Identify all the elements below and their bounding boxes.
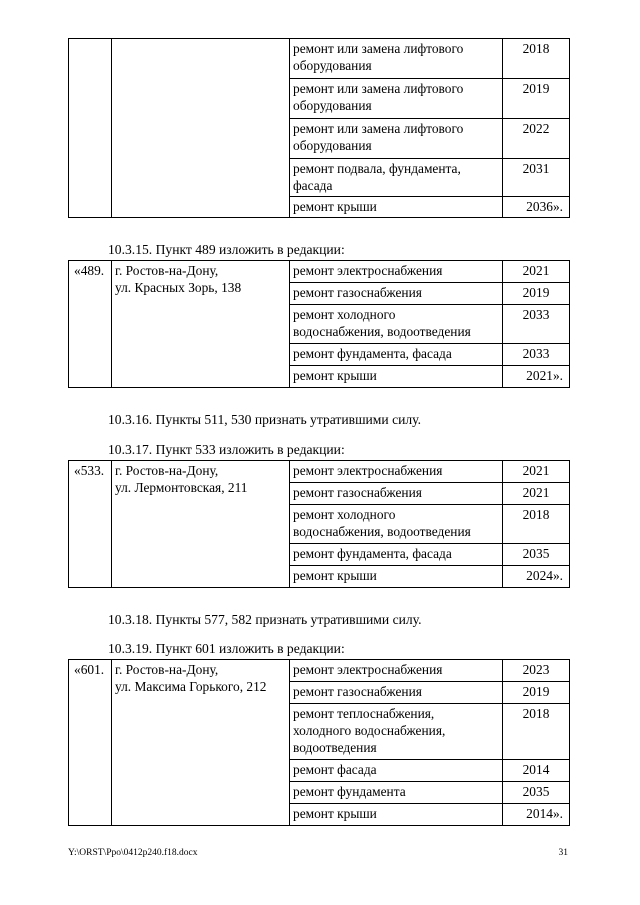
year-cell: 2021 [503,483,570,505]
work-type-cell [290,544,503,566]
paragraph-10-3-19: 10.3.19. Пункт 601 изложить в редакции: [108,641,345,656]
item-number-cell: «533. [69,461,112,588]
address-line: ул. Лермонтовская, 211 [115,480,248,495]
year-cell: 2024». [503,566,570,588]
work-type-cell [290,305,503,344]
work-line: ремонт фундамента [293,784,406,799]
work-line: ремонт крыши [293,368,377,383]
work-line: ремонт или замена лифтового [293,41,464,56]
work-line: ремонт газоснабжения [293,485,422,500]
year-cell: 2035 [503,782,570,804]
work-type-cell [290,39,503,79]
year-cell: 2018 [503,704,570,760]
year-cell: 2021 [503,261,570,283]
work-line: ремонт подвала, фундамента, [293,161,461,176]
work-type-cell [290,366,503,388]
work-type-cell [290,760,503,782]
work-line: оборудования [293,98,372,113]
year-cell: 2019 [503,283,570,305]
address-line: г. Ростов-на-Дону, [115,463,219,478]
table-row [69,261,570,283]
year-cell: 2033 [503,344,570,366]
work-line: ремонт фундамента, фасада [293,346,452,361]
year-cell: 2019 [503,682,570,704]
table-row [69,39,570,79]
work-line: ремонт или замена лифтового [293,81,464,96]
work-line: ремонт электроснабжения [293,263,443,278]
item-number-cell: «489. [69,261,112,388]
table-row [69,461,570,483]
work-type-cell [290,566,503,588]
register-table-533 [68,460,570,588]
work-line: ремонт фасада [293,762,377,777]
address-cell [112,261,290,388]
work-line: оборудования [293,58,372,73]
address-line: г. Ростов-на-Дону, [115,263,219,278]
work-type-cell [290,804,503,826]
year-cell: 2014». [503,804,570,826]
address-line: г. Ростов-на-Дону, [115,662,219,677]
work-line: ремонт фундамента, фасада [293,546,452,561]
work-line: водоотведения [293,740,377,755]
address-line: ул. Максима Горького, 212 [115,679,267,694]
paragraph-10-3-18: 10.3.18. Пункты 577, 582 признать утратившими силу. [108,612,422,627]
work-line: ремонт холодного [293,307,396,322]
year-cell: 2036». [503,197,570,218]
work-type-cell [290,344,503,366]
footer-file-path: Y:\ORST\Ppo\0412p240.f18.docx [68,848,198,858]
address-cell [112,461,290,588]
address-line: ул. Красных Зорь, 138 [115,280,242,295]
work-type-cell [290,660,503,682]
year-cell: 2014 [503,760,570,782]
year-cell: 2023 [503,660,570,682]
work-type-cell [290,159,503,197]
year-cell: 2035 [503,544,570,566]
year-cell: 2019 [503,79,570,119]
work-line: водоснабжения, водоотведения [293,324,471,339]
work-line: ремонт электроснабжения [293,463,443,478]
work-type-cell [290,119,503,159]
address-cell [112,39,290,218]
work-type-cell [290,197,503,218]
paragraph-10-3-16: 10.3.16. Пункты 511, 530 признать утратившими силу. [108,412,422,427]
work-line: ремонт холодного [293,507,396,522]
work-type-cell [290,283,503,305]
year-cell: 2022 [503,119,570,159]
work-line: водоснабжения, водоотведения [293,524,471,539]
work-line: ремонт крыши [293,199,377,214]
work-line: ремонт газоснабжения [293,285,422,300]
paragraph-10-3-17: 10.3.17. Пункт 533 изложить в редакции: [108,442,345,457]
item-number-cell: «601. [69,660,112,826]
work-type-cell [290,704,503,760]
work-line: ремонт крыши [293,568,377,583]
work-line: ремонт газоснабжения [293,684,422,699]
year-cell: 2021 [503,461,570,483]
register-table-489 [68,260,570,388]
year-cell: 2031 [503,159,570,197]
work-type-cell [290,505,503,544]
work-line: фасада [293,178,333,193]
work-line: ремонт крыши [293,806,377,821]
work-line: холодного водоснабжения, [293,723,446,738]
paragraph-10-3-15: 10.3.15. Пункт 489 изложить в редакции: [108,242,345,257]
work-type-cell [290,461,503,483]
work-line: ремонт теплоснабжения, [293,706,435,721]
item-number-cell [69,39,112,218]
work-type-cell [290,782,503,804]
register-table-continuation [68,38,570,218]
register-table-601 [68,659,570,826]
year-cell: 2018 [503,39,570,79]
work-line: ремонт или замена лифтового [293,121,464,136]
work-type-cell [290,79,503,119]
work-line: ремонт электроснабжения [293,662,443,677]
address-cell [112,660,290,826]
footer-page-number: 31 [558,848,568,858]
work-type-cell [290,483,503,505]
work-type-cell [290,261,503,283]
year-cell: 2021». [503,366,570,388]
work-line: оборудования [293,138,372,153]
work-type-cell [290,682,503,704]
year-cell: 2033 [503,305,570,344]
year-cell: 2018 [503,505,570,544]
table-row [69,660,570,682]
